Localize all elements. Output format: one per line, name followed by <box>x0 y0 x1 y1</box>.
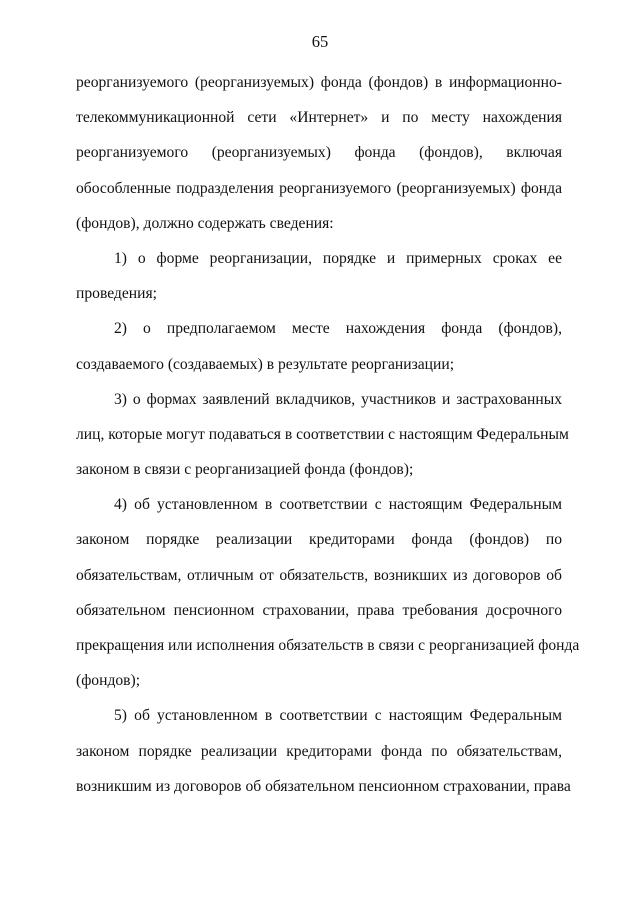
text-line: 4) об установленном в соответствии с настоящим Федеральным <box>114 496 562 514</box>
text-line: 1) о форме реорганизации, порядке и примерных сроках ее <box>114 249 562 267</box>
text-line: законом в связи с реорганизацией фонда (фондов); <box>76 461 414 479</box>
text-line: 3) о формах заявлений вкладчиков, участников и застрахованных <box>114 390 562 408</box>
text-line: обязательном пенсионном страховании, права требования досрочного <box>76 601 562 619</box>
text-line: 2) о предполагаемом месте нахождения фонда (фондов), <box>114 320 562 338</box>
text-line: лиц, которые могут подаваться в соответствии с настоящим Федеральным <box>76 425 569 443</box>
text-line: обособленные подразделения реорганизуемого (реорганизуемых) фонда <box>76 179 562 197</box>
text-line: 5) об установленном в соответствии с настоящим Федеральным <box>114 707 562 725</box>
body-text <box>76 65 580 804</box>
page-number: 65 <box>311 32 329 51</box>
text-line: возникшим из договоров об обязательном пенсионном страховании, права <box>76 777 571 795</box>
text-line: законом порядке реализации кредиторами фонда (фондов) по <box>76 531 562 549</box>
text-line: телекоммуникационной сети «Интернет» и по месту нахождения <box>76 109 562 127</box>
text-line: обязательствам, отличным от обязательств, возникших из договоров об <box>76 566 562 584</box>
text-line: реорганизуемого (реорганизуемых) фонда (фондов), включая <box>76 144 562 162</box>
text-line: прекращения или исполнения обязательств в связи с реорганизацией фонда <box>76 637 580 654</box>
text-line: (фондов), должно содержать сведения: <box>76 214 334 232</box>
text-line: проведения; <box>76 285 157 303</box>
text-line: законом порядке реализации кредиторами фонда по обязательствам, <box>76 742 562 760</box>
text-line: реорганизуемого (реорганизуемых) фонда (фондов) в информационно- <box>76 74 562 91</box>
text-line: создаваемого (создаваемых) в результате реорганизации; <box>76 355 455 373</box>
text-line: (фондов); <box>76 672 141 690</box>
